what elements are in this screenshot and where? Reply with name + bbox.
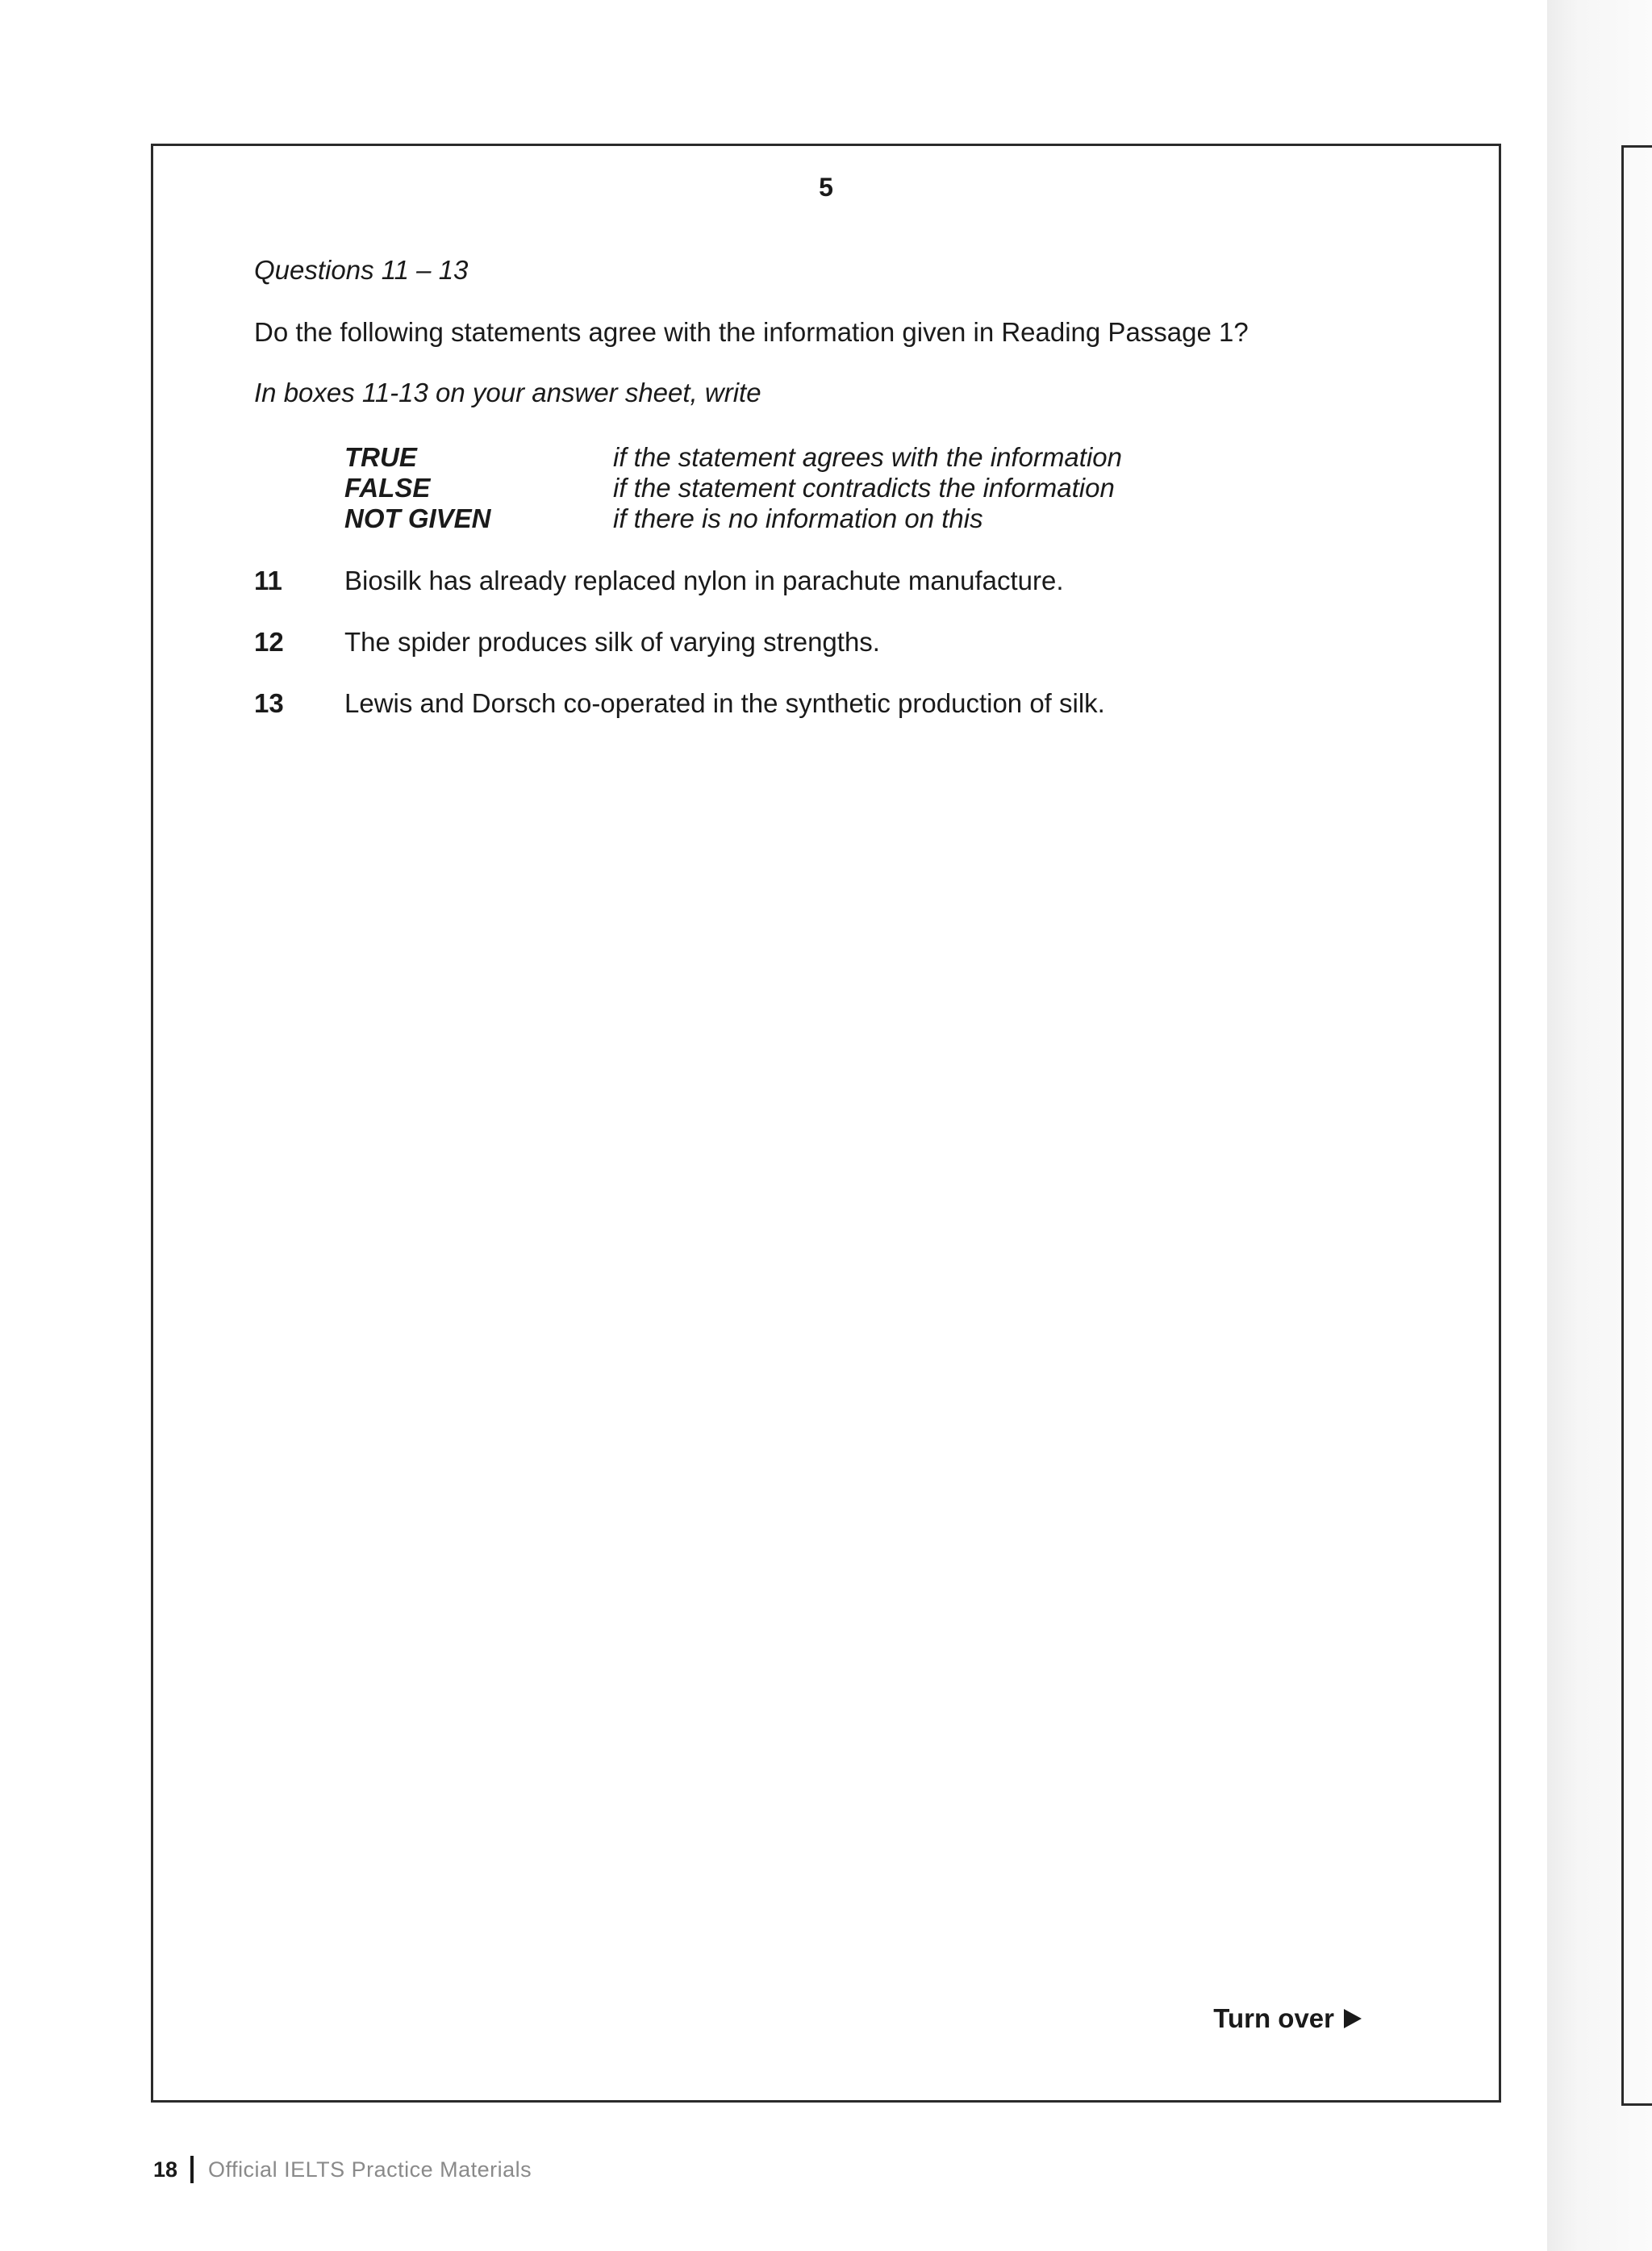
question-text: The spider produces silk of varying strengths.: [344, 627, 880, 657]
sub-instruction-text: In boxes 11-13 on your answer sheet, write: [254, 378, 761, 407]
right-triangle-arrow-icon: [1344, 2009, 1362, 2028]
question-number: 13: [254, 688, 284, 718]
section-page-number: 5: [819, 173, 833, 202]
question-item: [254, 566, 1105, 627]
instruction-text: Do the following statements agree with the information given in Reading Passage 1?: [254, 317, 1249, 347]
key-definition: if there is no information on this: [613, 503, 983, 533]
question-number: 12: [254, 627, 284, 657]
next-page-frame-edge: [1621, 145, 1652, 2106]
question-number: 11: [254, 566, 282, 595]
key-row-not-given: [344, 503, 1122, 534]
footer-divider: [190, 2156, 194, 2183]
key-term: NOT GIVEN: [344, 503, 491, 533]
questions-heading: Questions 11 – 13: [254, 255, 469, 285]
question-item: [254, 688, 1105, 750]
question-frame: [151, 144, 1501, 2103]
question-text: Biosilk has already replaced nylon in parachute manufacture.: [344, 566, 1064, 595]
key-row-true: [344, 442, 1122, 473]
footer-book-title: Official IELTS Practice Materials: [208, 2157, 532, 2182]
answer-key-table: [344, 442, 1122, 534]
turn-over-prompt: [1213, 2003, 1362, 2034]
footer-page-number: 18: [153, 2157, 178, 2182]
page-footer: [153, 2156, 532, 2183]
key-definition: if the statement agrees with the information: [613, 442, 1122, 472]
turn-over-label: Turn over: [1213, 2003, 1334, 2033]
question-text: Lewis and Dorsch co-operated in the synthetic production of silk.: [344, 688, 1105, 718]
key-row-false: [344, 473, 1122, 503]
key-term: FALSE: [344, 473, 431, 503]
question-item: [254, 627, 1105, 688]
key-definition: if the statement contradicts the information: [613, 473, 1115, 503]
key-term: TRUE: [344, 442, 417, 472]
question-list: [254, 566, 1105, 750]
